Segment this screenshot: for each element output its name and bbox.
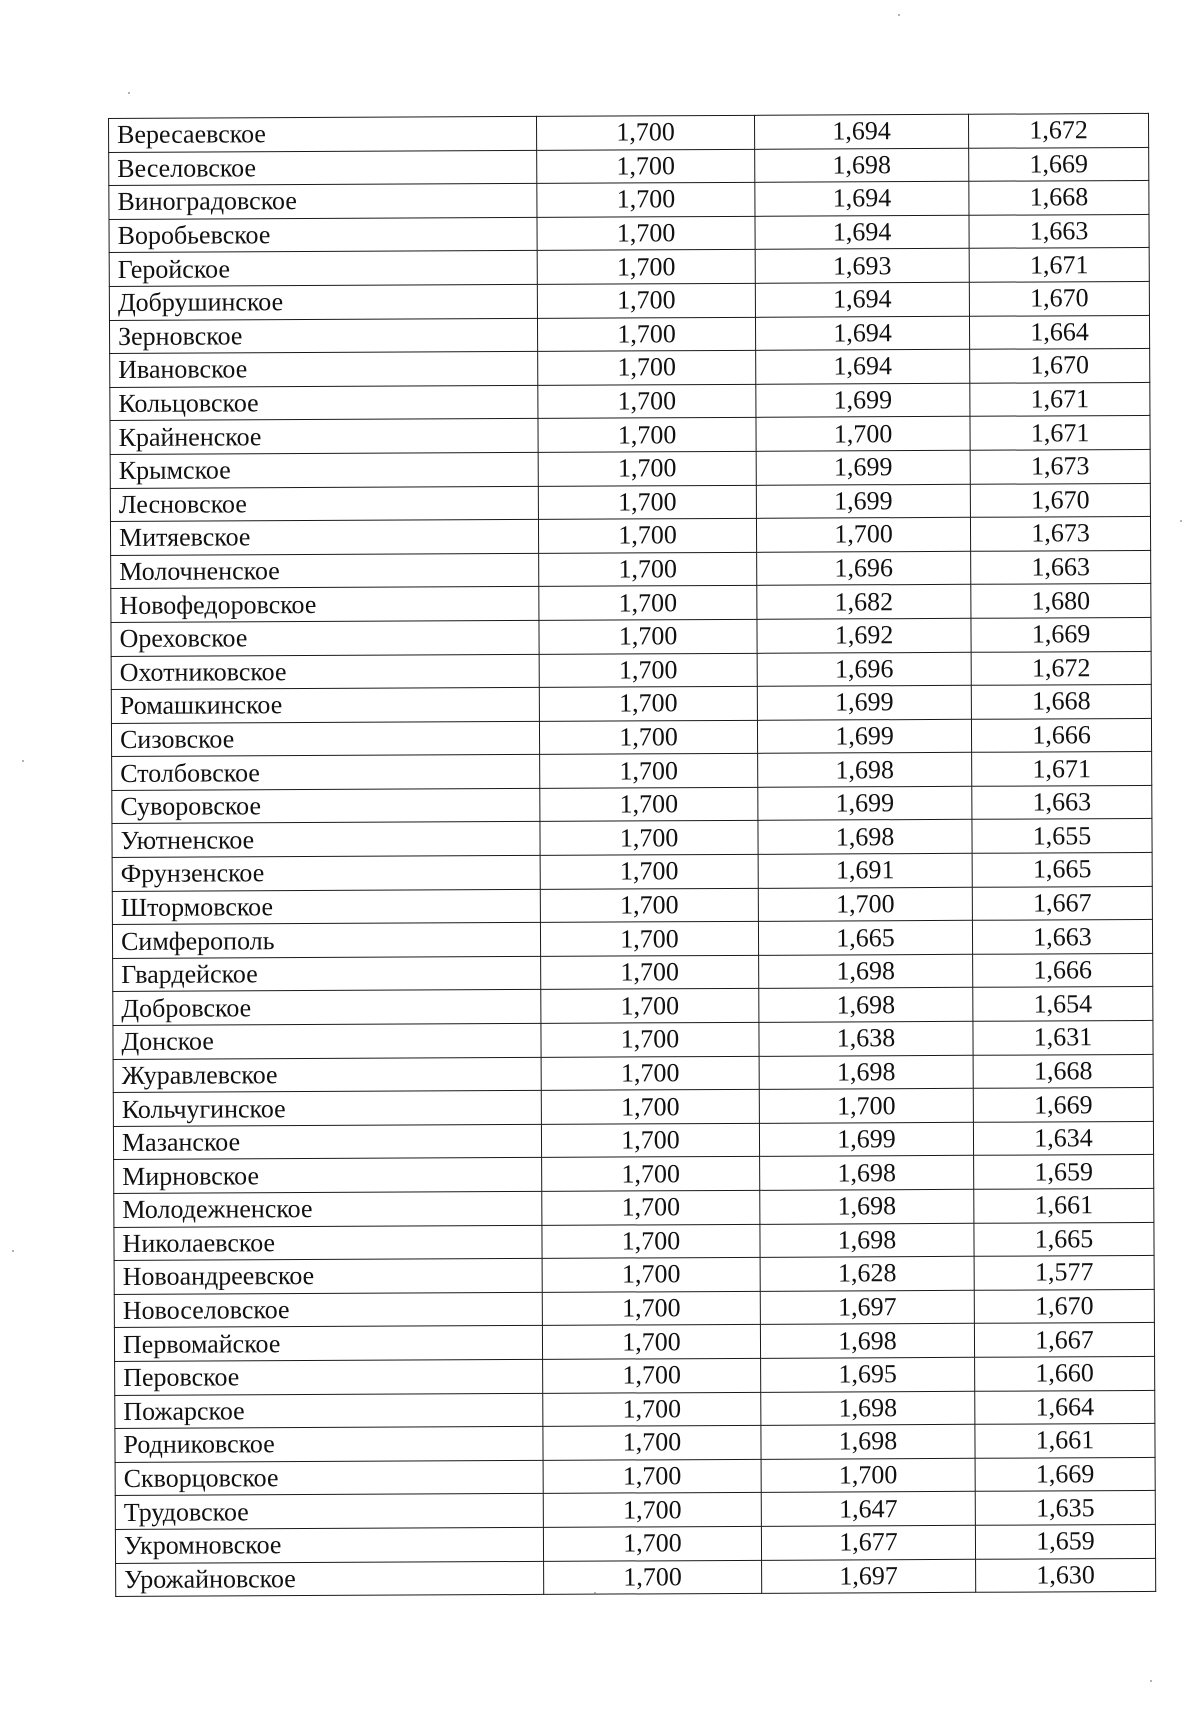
- value-2-cell: 1,698: [758, 820, 972, 855]
- value-3-cell: 1,661: [974, 1188, 1154, 1222]
- settlement-name-cell: Молодежненское: [114, 1191, 542, 1227]
- table-row: [112, 752, 1152, 791]
- value-2-cell: 1,694: [754, 114, 968, 149]
- settlement-name-cell: Урожайновское: [116, 1561, 544, 1597]
- table-row: [110, 449, 1150, 488]
- table-row: [114, 1323, 1154, 1362]
- table-row: [111, 550, 1151, 589]
- table-row: [113, 1088, 1153, 1127]
- value-1-cell: 1,700: [542, 1190, 760, 1225]
- table-row: [113, 1020, 1153, 1059]
- value-2-cell: 1,694: [755, 316, 969, 351]
- value-2-cell: 1,698: [759, 954, 973, 989]
- settlement-name-cell: Кольцовское: [110, 385, 538, 421]
- value-1-cell: 1,700: [537, 183, 755, 218]
- value-1-cell: 1,700: [538, 518, 756, 553]
- table-row: [112, 886, 1152, 925]
- value-1-cell: 1,700: [537, 216, 755, 251]
- value-1-cell: 1,700: [538, 350, 756, 385]
- scan-speck: [22, 760, 24, 762]
- table-row: [110, 517, 1150, 556]
- settlement-name-cell: Николаевское: [114, 1225, 542, 1261]
- value-2-cell: 1,698: [760, 1156, 974, 1191]
- table-row: [109, 281, 1149, 320]
- value-2-cell: 1,698: [755, 148, 969, 183]
- table-row: [112, 920, 1152, 959]
- value-1-cell: 1,700: [541, 1123, 759, 1158]
- table-row: [110, 349, 1150, 388]
- settlement-name-cell: Симферополь: [112, 923, 540, 959]
- value-2-cell: 1,700: [759, 1089, 973, 1124]
- value-2-cell: 1,698: [759, 1055, 973, 1090]
- settlement-name-cell: Суворовское: [112, 788, 540, 824]
- settlement-name-cell: Мирновское: [114, 1158, 542, 1194]
- settlement-name-cell: Фрунзенское: [112, 855, 540, 891]
- settlement-name-cell: Донское: [113, 1023, 541, 1059]
- table-row: [109, 181, 1149, 220]
- value-3-cell: 1,673: [970, 449, 1150, 483]
- value-1-cell: 1,700: [539, 552, 757, 587]
- settlement-name-cell: Добровское: [113, 990, 541, 1026]
- scan-speck: [898, 14, 900, 16]
- settlement-name-cell: Новоандреевское: [114, 1259, 542, 1295]
- value-1-cell: 1,700: [539, 720, 757, 755]
- value-3-cell: 1,669: [973, 1088, 1153, 1122]
- value-2-cell: 1,699: [758, 786, 972, 821]
- value-3-cell: 1,663: [972, 920, 1152, 954]
- value-1-cell: 1,700: [539, 686, 757, 721]
- value-3-cell: 1,671: [972, 752, 1152, 786]
- value-3-cell: 1,671: [970, 382, 1150, 416]
- table-row: [109, 248, 1149, 287]
- settlement-name-cell: Крайненское: [110, 419, 538, 455]
- value-3-cell: 1,577: [974, 1256, 1154, 1290]
- settlement-name-cell: Виноградовское: [109, 184, 537, 220]
- value-1-cell: 1,700: [537, 250, 755, 285]
- table-row: [113, 987, 1153, 1026]
- value-2-cell: 1,694: [755, 181, 969, 216]
- table-row: [109, 315, 1149, 354]
- table-row: [112, 785, 1152, 824]
- settlement-name-cell: Родниковское: [115, 1427, 543, 1463]
- settlement-name-cell: Ромашкинское: [111, 687, 539, 723]
- value-1-cell: 1,700: [538, 384, 756, 419]
- value-1-cell: 1,700: [541, 1056, 759, 1091]
- table-row: [115, 1491, 1155, 1530]
- value-2-cell: 1,698: [759, 988, 973, 1023]
- table-row: [111, 718, 1151, 757]
- settlement-name-cell: Добрушинское: [109, 284, 537, 320]
- value-1-cell: 1,700: [536, 115, 754, 150]
- value-2-cell: 1,691: [758, 853, 972, 888]
- table-row: [114, 1188, 1154, 1227]
- value-1-cell: 1,700: [543, 1358, 761, 1393]
- value-3-cell: 1,635: [975, 1491, 1155, 1525]
- value-3-cell: 1,634: [973, 1121, 1153, 1155]
- value-1-cell: 1,700: [541, 955, 759, 990]
- table-row: [109, 147, 1149, 186]
- value-2-cell: 1,698: [760, 1324, 974, 1359]
- settlement-name-cell: Новоселовское: [114, 1292, 542, 1328]
- value-2-cell: 1,682: [757, 585, 971, 620]
- table-row: [115, 1390, 1155, 1429]
- value-3-cell: 1,667: [974, 1323, 1154, 1357]
- value-2-cell: 1,700: [756, 517, 970, 552]
- value-2-cell: 1,696: [757, 551, 971, 586]
- value-2-cell: 1,699: [756, 484, 970, 519]
- settlement-name-cell: Новофедоровское: [111, 587, 539, 623]
- settlement-name-cell: Ивановское: [110, 352, 538, 388]
- value-1-cell: 1,700: [542, 1291, 760, 1326]
- settlement-name-cell: Мазанское: [113, 1124, 541, 1160]
- value-2-cell: 1,694: [755, 215, 969, 250]
- value-3-cell: 1,670: [969, 281, 1149, 315]
- settlement-name-cell: Молочненское: [111, 553, 539, 589]
- settlement-name-cell: Вересаевское: [109, 116, 537, 152]
- value-1-cell: 1,700: [542, 1157, 760, 1192]
- settlement-name-cell: Журавлевское: [113, 1057, 541, 1093]
- value-2-cell: 1,698: [761, 1424, 975, 1459]
- value-1-cell: 1,700: [537, 317, 755, 352]
- value-1-cell: 1,700: [538, 485, 756, 520]
- value-1-cell: 1,700: [542, 1325, 760, 1360]
- value-2-cell: 1,698: [760, 1189, 974, 1224]
- settlement-name-cell: Штормовское: [112, 889, 540, 925]
- settlement-name-cell: Перовское: [115, 1359, 543, 1395]
- table-body: [109, 113, 1156, 1596]
- value-2-cell: 1,699: [756, 383, 970, 418]
- value-2-cell: 1,698: [761, 1391, 975, 1426]
- value-2-cell: 1,677: [761, 1525, 975, 1560]
- data-table: [108, 113, 1156, 1597]
- settlement-name-cell: Первомайское: [114, 1326, 542, 1362]
- table-row: [114, 1289, 1154, 1328]
- value-2-cell: 1,698: [760, 1223, 974, 1258]
- value-1-cell: 1,700: [540, 854, 758, 889]
- settlement-name-cell: Охотниковское: [111, 654, 539, 690]
- value-3-cell: 1,664: [969, 315, 1149, 349]
- value-3-cell: 1,667: [972, 886, 1152, 920]
- settlement-name-cell: Ореховское: [111, 620, 539, 656]
- value-1-cell: 1,700: [542, 1224, 760, 1259]
- value-3-cell: 1,668: [973, 1054, 1153, 1088]
- value-2-cell: 1,693: [755, 249, 969, 284]
- value-3-cell: 1,672: [971, 651, 1151, 685]
- table-row: [110, 382, 1150, 421]
- settlement-name-cell: Воробьевское: [109, 217, 537, 253]
- settlement-name-cell: Укромновское: [115, 1527, 543, 1563]
- value-1-cell: 1,700: [538, 451, 756, 486]
- value-3-cell: 1,672: [968, 113, 1148, 147]
- value-2-cell: 1,700: [756, 417, 970, 452]
- settlement-name-cell: Веселовское: [109, 150, 537, 186]
- table-row: [115, 1356, 1155, 1395]
- scan-speck: [1180, 520, 1182, 522]
- value-1-cell: 1,700: [539, 586, 757, 621]
- value-3-cell: 1,654: [973, 987, 1153, 1021]
- value-1-cell: 1,700: [542, 1258, 760, 1293]
- scan-speck: [1150, 1680, 1152, 1682]
- scan-speck: [12, 1250, 14, 1252]
- settlement-name-cell: Крымское: [110, 452, 538, 488]
- settlement-name-cell: Гвардейское: [113, 956, 541, 992]
- value-3-cell: 1,669: [971, 617, 1151, 651]
- value-1-cell: 1,700: [540, 821, 758, 856]
- value-1-cell: 1,700: [541, 1090, 759, 1125]
- value-3-cell: 1,659: [975, 1524, 1155, 1558]
- settlement-name-cell: Пожарское: [115, 1393, 543, 1429]
- value-3-cell: 1,666: [971, 718, 1151, 752]
- value-3-cell: 1,664: [975, 1390, 1155, 1424]
- value-2-cell: 1,697: [762, 1559, 976, 1594]
- value-1-cell: 1,700: [541, 989, 759, 1024]
- value-1-cell: 1,700: [543, 1526, 761, 1561]
- value-2-cell: 1,699: [759, 1122, 973, 1157]
- value-3-cell: 1,670: [970, 349, 1150, 383]
- table-row: [113, 1054, 1153, 1093]
- value-1-cell: 1,700: [543, 1392, 761, 1427]
- table-row: [116, 1558, 1156, 1597]
- value-3-cell: 1,671: [970, 416, 1150, 450]
- value-2-cell: 1,647: [761, 1492, 975, 1527]
- value-2-cell: 1,692: [757, 618, 971, 653]
- table-row: [113, 1121, 1153, 1160]
- value-2-cell: 1,699: [757, 719, 971, 754]
- table-row: [111, 584, 1151, 623]
- table-row: [111, 685, 1151, 724]
- table-row: [115, 1424, 1155, 1463]
- table-row: [109, 113, 1149, 152]
- value-2-cell: 1,638: [759, 1021, 973, 1056]
- table-row: [112, 852, 1152, 891]
- table-row: [114, 1256, 1154, 1295]
- value-2-cell: 1,696: [757, 652, 971, 687]
- value-3-cell: 1,671: [969, 248, 1149, 282]
- table-row: [110, 416, 1150, 455]
- settlement-name-cell: Зерновское: [109, 318, 537, 354]
- table-row: [115, 1524, 1155, 1563]
- value-3-cell: 1,670: [970, 483, 1150, 517]
- value-1-cell: 1,700: [539, 619, 757, 654]
- scan-speck: [128, 92, 130, 94]
- value-1-cell: 1,700: [538, 418, 756, 453]
- value-1-cell: 1,700: [541, 1022, 759, 1057]
- value-2-cell: 1,695: [761, 1357, 975, 1392]
- value-1-cell: 1,700: [540, 754, 758, 789]
- value-3-cell: 1,630: [976, 1558, 1156, 1592]
- value-3-cell: 1,673: [970, 517, 1150, 551]
- value-1-cell: 1,700: [544, 1560, 762, 1595]
- value-3-cell: 1,665: [972, 852, 1152, 886]
- value-2-cell: 1,700: [758, 887, 972, 922]
- value-3-cell: 1,663: [972, 785, 1152, 819]
- settlement-name-cell: Уютненское: [112, 822, 540, 858]
- value-1-cell: 1,700: [539, 653, 757, 688]
- scan-speck: [594, 1592, 596, 1594]
- table-row: [110, 483, 1150, 522]
- value-2-cell: 1,698: [758, 753, 972, 788]
- value-1-cell: 1,700: [540, 888, 758, 923]
- value-3-cell: 1,669: [969, 147, 1149, 181]
- value-3-cell: 1,680: [971, 584, 1151, 618]
- value-3-cell: 1,666: [973, 953, 1153, 987]
- settlement-name-cell: Лесновское: [110, 486, 538, 522]
- settlement-name-cell: Кольчугинское: [113, 1091, 541, 1127]
- table-row: [113, 953, 1153, 992]
- value-3-cell: 1,660: [975, 1356, 1155, 1390]
- table-row: [111, 651, 1151, 690]
- value-2-cell: 1,628: [760, 1256, 974, 1291]
- table-row: [114, 1155, 1154, 1194]
- value-3-cell: 1,631: [973, 1020, 1153, 1054]
- table-row: [115, 1457, 1155, 1496]
- value-2-cell: 1,699: [757, 685, 971, 720]
- value-3-cell: 1,668: [971, 685, 1151, 719]
- value-2-cell: 1,697: [760, 1290, 974, 1325]
- value-2-cell: 1,665: [758, 921, 972, 956]
- table-row: [111, 617, 1151, 656]
- settlement-name-cell: Митяевское: [110, 520, 538, 556]
- settlement-name-cell: Столбовское: [112, 755, 540, 791]
- value-1-cell: 1,700: [540, 922, 758, 957]
- value-3-cell: 1,668: [969, 181, 1149, 215]
- value-1-cell: 1,700: [543, 1459, 761, 1494]
- settlement-name-cell: Скворцовское: [115, 1460, 543, 1496]
- value-2-cell: 1,694: [756, 349, 970, 384]
- value-3-cell: 1,669: [975, 1457, 1155, 1491]
- value-3-cell: 1,655: [972, 819, 1152, 853]
- table-row: [109, 214, 1149, 253]
- value-1-cell: 1,700: [540, 787, 758, 822]
- value-3-cell: 1,663: [969, 214, 1149, 248]
- value-2-cell: 1,694: [755, 282, 969, 317]
- settlement-name-cell: Геройское: [109, 251, 537, 287]
- settlement-name-cell: Трудовское: [115, 1494, 543, 1530]
- value-1-cell: 1,700: [537, 149, 755, 184]
- settlement-name-cell: Сизовское: [111, 721, 539, 757]
- value-3-cell: 1,670: [974, 1289, 1154, 1323]
- value-3-cell: 1,665: [974, 1222, 1154, 1256]
- table-row: [112, 819, 1152, 858]
- value-1-cell: 1,700: [543, 1425, 761, 1460]
- value-3-cell: 1,659: [974, 1155, 1154, 1189]
- value-2-cell: 1,699: [756, 450, 970, 485]
- value-3-cell: 1,661: [975, 1424, 1155, 1458]
- value-1-cell: 1,700: [543, 1493, 761, 1528]
- value-1-cell: 1,700: [537, 283, 755, 318]
- table-row: [114, 1222, 1154, 1261]
- value-3-cell: 1,663: [971, 550, 1151, 584]
- value-2-cell: 1,700: [761, 1458, 975, 1493]
